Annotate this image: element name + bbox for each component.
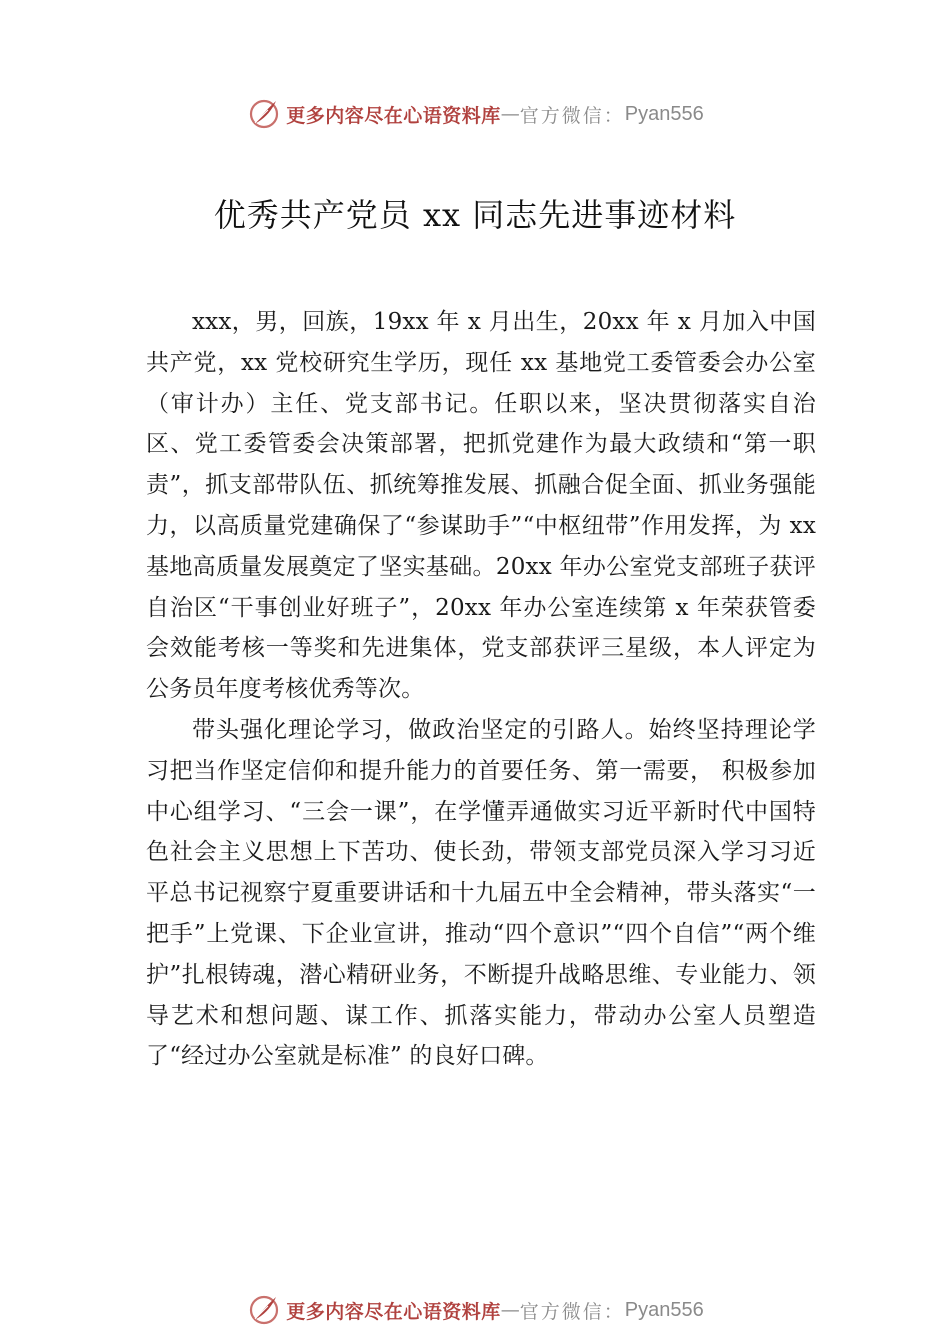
body-paragraph: 带头强化理论学习，做政治坚定的引路人。始终坚持理论学习把当作坚定信仰和提升能力的首要任务、第一需要， 积极参加中心组学习、“三会一课”，在学懂弄通做实习近平新时代中国特色社会主义思想上下苦功、使长劲，带领支部党员深入学习习近平总书记视察宁夏重要讲话和十九届五中全会精神，带头落实“一把手”上党课、下企业宣讲，推动“四个意识”“四个自信”“两个维护”扎根铸魂，潜心精研业务，不断提升战略思维、专业能力、领导艺术和想问题、谋工作、抓落实能力，带动办公室人员塑造了“经过办公室就是标准” 的良好口碑。 bbox=[146, 716, 816, 1070]
watermark-account-label: 官方微信： bbox=[519, 104, 625, 127]
watermark-banner-top bbox=[0, 92, 950, 136]
watermark-account-id: Pyan556 bbox=[624, 1298, 704, 1321]
watermark-account-id: Pyan556 bbox=[624, 102, 704, 125]
watermark-account-label: 官方微信： bbox=[519, 1300, 625, 1323]
document-title: 优秀共产党员 xx 同志先进事迹材料 bbox=[213, 196, 737, 234]
watermark-separator: — bbox=[500, 103, 520, 125]
body-paragraph: xxx，男，回族，19xx 年 x 月出生，20xx 年 x 月加入中国共产党，xx 党校研究生学历，现任 xx 基地党工委管委会办公室（审计办）主任、党支部书记。任职以来，坚决贯彻落实自治区、党工委管委会决策部署，把抓党建作为最大政绩和“第一职责”，抓支部带队伍、抓统筹推发展、抓融合促全面、抓业务强能力，以高质量党建确保了“参谋助手”“中枢纽带”作用发挥，为 xx 基地高质量发展奠定了坚实基础。20xx 年办公室党支部班子获评自治区“干事创业好班子”，20xx 年办公室连续第 x 年荣获管委会效能考核一等奖和先进集体，党支部获评三星级，本人评定为公务员年度考核优秀等次。 bbox=[146, 309, 816, 703]
document-body bbox=[146, 302, 816, 1077]
watermark-brand: 更多内容尽在心语资料库 bbox=[286, 1300, 501, 1323]
watermark-separator: — bbox=[500, 1299, 520, 1321]
quill-logo-icon bbox=[246, 96, 282, 132]
quill-logo-icon bbox=[246, 1292, 282, 1328]
watermark-banner-bottom bbox=[0, 1288, 950, 1332]
watermark-brand: 更多内容尽在心语资料库 bbox=[286, 104, 501, 127]
